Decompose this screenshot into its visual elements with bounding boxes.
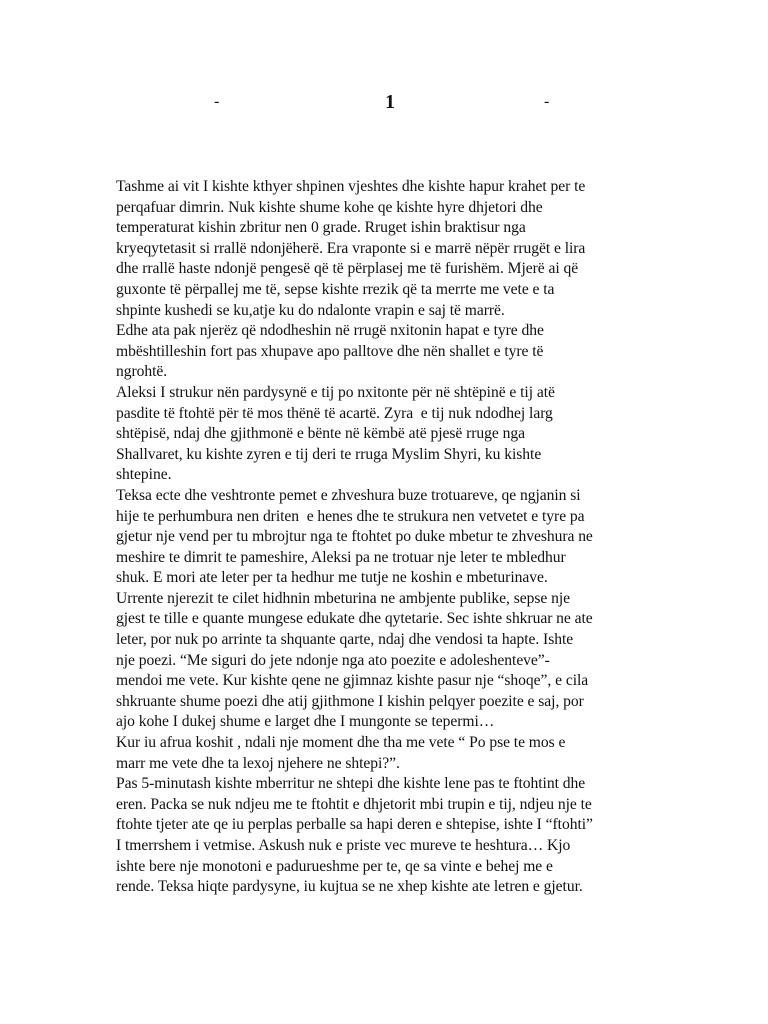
text-line: ftohte tjeter ate qe iu perplas perballe sa hapi deren e shtepise, ishte I “ftohti” <box>116 816 593 834</box>
text-line: mbështilleshin fort pas xhupave apo palltove dhe nën shallet e tyre të <box>116 342 544 360</box>
text-line: dhe rrallë haste ndonjë pengesë që të përplasej me të furishëm. Mjerë ai që <box>116 260 579 278</box>
header-dash-right: - <box>544 93 550 110</box>
text-line: Teksa ecte dhe veshtronte pemet e zhveshura buze trotuareve, qe ngjanin si <box>116 486 581 504</box>
text-line: leter, por nuk po arrinte ta shquante qarte, ndaj dhe vendosi ta hapte. Ishte <box>116 631 574 649</box>
text-line: ishte bere nje monotoni e padurueshme per te, qe sa vinte e behej me e <box>116 857 553 875</box>
text-line: rende. Teksa hiqte pardysyne, iu kujtua se ne xhep kishte ate letren e gjetur. <box>116 878 583 896</box>
text-line: mendoi me vete. Kur kishte qene ne gjimnaz kishte pasur nje “shoqe”, e cila <box>116 672 589 690</box>
text-line: shuk. E mori ate leter per ta hedhur me tutje ne koshin e mbeturinave. <box>116 569 548 587</box>
text-line: Aleksi I strukur nën pardysynë e tij po nxitonte për në shtëpinë e tij atë <box>116 383 555 401</box>
page-header <box>0 93 768 121</box>
text-line: gjest te tille e quante mungese edukate dhe qytetarie. Sec ishte shkruar ne ate <box>116 610 593 628</box>
text-line: I tmerrshem i vetmise. Askush nuk e priste vec mureve te heshtura… Kjo <box>116 837 571 854</box>
text-line: hije te perhumbura nen driten e henes dhe te strukura nen vetvetet e tyre pa <box>116 507 585 525</box>
text-line: kryeqytetasit si rrallë ndonjëherë. Era vraponte si e marrë nëpër rrugët e lira <box>116 239 586 257</box>
header-dash-left: - <box>214 93 220 110</box>
text-line: marr me vete dhe ta lexoj njehere ne shtepi?”. <box>116 754 400 772</box>
text-line: Tashme ai vit I kishte kthyer shpinen vjeshtes dhe kishte hapur krahet per te <box>116 178 586 195</box>
text-line: temperaturat kishin zbritur nen 0 grade. Rruget ishin braktisur nga <box>116 219 526 237</box>
text-line: pasdite të ftohtë për të mos thënë të acartë. Zyra e tij nuk ndodhej larg <box>116 404 553 422</box>
text-line: Shallvaret, ku kishte zyren e tij deri te rruga Myslim Shyri, ku kishte <box>116 445 542 463</box>
page-number: 1 <box>385 91 395 113</box>
text-line: Urrente njerezit te cilet hidhnin mbeturina ne ambjente publike, sepse nje <box>116 589 570 607</box>
text-line: guxonte të përpallej me të, sepse kishte rrezik që ta merrte me vete e ta <box>116 280 555 298</box>
text-line: gjetur nje vend per tu mbrojtur nga te ftohtet po duke mbetur te zhveshura ne <box>116 528 593 546</box>
text-line: ajo kohe I dukej shume e larget dhe I mungonte se tepermi… <box>116 713 495 731</box>
text-line: meshire te dimrit te pameshire, Aleksi pa ne trotuar nje leter te mbledhur <box>116 548 566 566</box>
text-line: shtëpisë, ndaj dhe gjithmonë e bënte në këmbë atë pjesë rruge nga <box>116 425 525 443</box>
text-line: Edhe ata pak njerëz që ndodheshin në rrugë nxitonin hapat e tyre dhe <box>116 322 544 340</box>
text-line: perqafuar dimrin. Nuk kishte shume kohe qe kishte hyre dhjetori dhe <box>116 198 543 216</box>
body-text <box>116 177 664 898</box>
text-line: Pas 5-minutash kishte mberritur ne shtepi dhe kishte lene pas te ftohtint dhe <box>116 775 586 793</box>
text-line: nje poezi. “Me siguri do jete ndonje nga ato poezite e adoleshenteve”- <box>116 651 550 669</box>
text-line: ngrohtë. <box>116 363 168 381</box>
text-line: shkruante shume poezi dhe atij gjithmone I kishin pelqyer poezite e saj, por <box>116 692 584 710</box>
text-line: shpinte kushedi se ku,atje ku do ndalonte vrapin e saj të marrë. <box>116 301 505 319</box>
text-line: Kur iu afrua koshit , ndali nje moment dhe tha me vete “ Po pse te mos e <box>116 734 566 752</box>
text-line: eren. Packa se nuk ndjeu me te ftohtit e dhjetorit mbi trupin e tij, ndjeu nje te <box>116 795 592 813</box>
text-line: shtepine. <box>116 466 172 484</box>
